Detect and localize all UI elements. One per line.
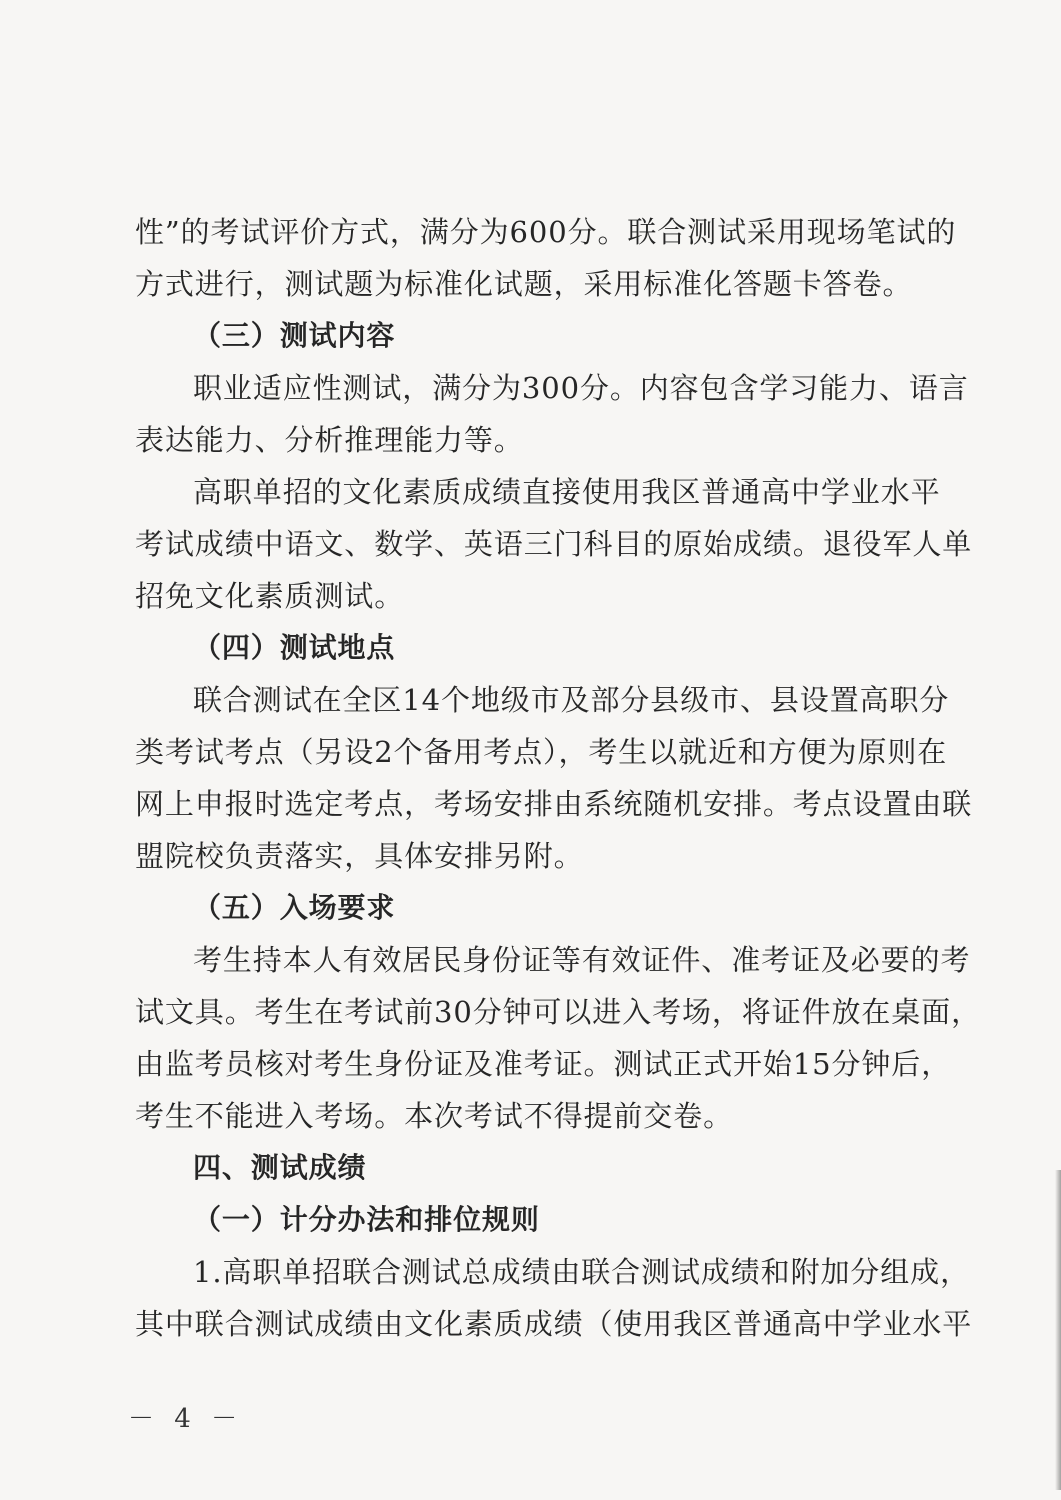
- section-heading-1: （一）计分办法和排位规则: [193, 1203, 540, 1236]
- body-line: 盟院校负责落实，具体安排另附。: [135, 839, 584, 873]
- chapter-heading-4: 四、测试成绩: [193, 1151, 367, 1184]
- body-line: 由监考员核对考生身份证及准考证。测试正式开始15分钟后，: [135, 1047, 952, 1081]
- body-line: 考生持本人有效居民身份证等有效证件、准考证及必要的考: [193, 943, 971, 977]
- body-line: 考试成绩中语文、数学、英语三门科目的原始成绩。退役军人单: [135, 527, 973, 561]
- body-line: 网上申报时选定考点，考场安排由系统随机安排。考点设置由联: [135, 787, 973, 821]
- body-line: 其中联合测试成绩由文化素质成绩（使用我区普通高中学业水平: [135, 1307, 973, 1341]
- body-line: 职业适应性测试，满分为300分。内容包含学习能力、语言: [193, 371, 969, 405]
- body-line: 试文具。考生在考试前30分钟可以进入考场，将证件放在桌面，: [135, 995, 982, 1029]
- body-line: 考生不能进入考场。本次考试不得提前交卷。: [135, 1099, 734, 1133]
- section-heading-4: （四）测试地点: [193, 631, 396, 664]
- body-line: 方式进行，测试题为标准化试题，采用标准化答题卡答卷。: [135, 267, 913, 301]
- document-body: [135, 206, 982, 1350]
- section-heading-3: （三）测试内容: [193, 319, 396, 352]
- body-line: 表达能力、分析推理能力等。: [135, 423, 524, 457]
- section-heading-5: （五）入场要求: [193, 891, 396, 924]
- body-line: 1.高职单招联合测试总成绩由联合测试成绩和附加分组成，: [193, 1255, 970, 1289]
- body-line: 性”的考试评价方式，满分为600分。联合测试采用现场笔试的: [135, 215, 957, 249]
- body-line: 高职单招的文化素质成绩直接使用我区普通高中学业水平: [193, 475, 941, 509]
- scan-edge-shadow: [1055, 1170, 1061, 1490]
- body-line: 联合测试在全区14个地级市及部分县级市、县设置高职分: [193, 683, 950, 717]
- page-number: － 4 －: [128, 1404, 244, 1434]
- body-line: 招免文化素质测试。: [135, 579, 405, 613]
- body-line: 类考试考点（另设2个备用考点），考生以就近和方便为原则在: [135, 735, 948, 769]
